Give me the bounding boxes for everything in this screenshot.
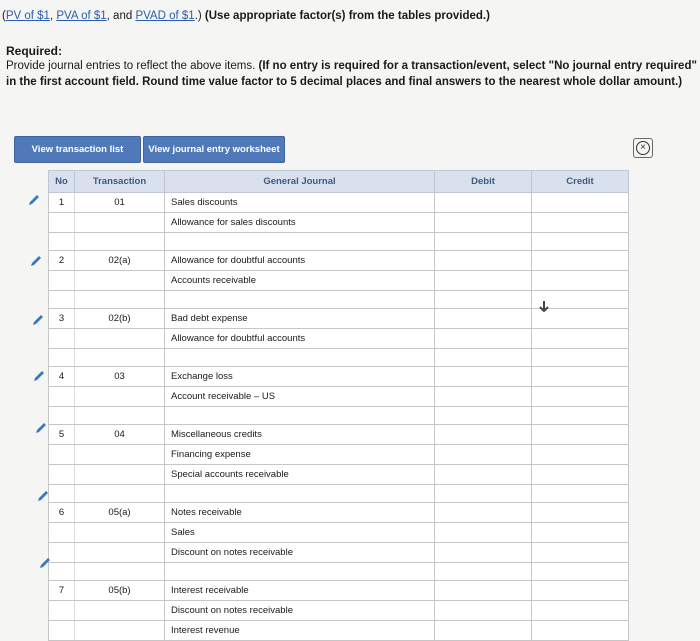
gap-cell [49, 349, 75, 367]
table-row [49, 485, 629, 503]
credit-cell[interactable] [532, 213, 629, 233]
account-cell[interactable]: Notes receivable [165, 503, 435, 523]
credit-cell[interactable] [532, 465, 629, 485]
debit-cell[interactable] [435, 233, 532, 251]
account-cell[interactable] [165, 349, 435, 367]
required-text [6, 58, 700, 90]
debit-cell[interactable] [435, 271, 532, 291]
gap-cell [49, 291, 75, 309]
entry-no-blank [49, 445, 75, 465]
entry-no: 7 [49, 581, 75, 601]
account-cell[interactable]: Interest receivable [165, 581, 435, 601]
table-row [49, 349, 629, 367]
entry-transaction-blank [75, 523, 165, 543]
account-cell[interactable]: Allowance for doubtful accounts [165, 251, 435, 271]
debit-cell[interactable] [435, 329, 532, 349]
edit-entry-7-icon[interactable] [39, 557, 51, 569]
table-row [49, 601, 629, 621]
entry-transaction: 02(b) [75, 309, 165, 329]
entry-no: 1 [49, 193, 75, 213]
credit-cell[interactable] [532, 445, 629, 465]
close-icon: × [636, 141, 650, 155]
entry-transaction: 01 [75, 193, 165, 213]
entry-transaction-blank [75, 601, 165, 621]
account-cell[interactable]: Discount on notes receivable [165, 543, 435, 563]
factor-close: .) [194, 10, 202, 22]
table-row [49, 367, 629, 387]
gap-cell [75, 291, 165, 309]
account-cell[interactable]: Allowance for doubtful accounts [165, 329, 435, 349]
edit-entry-5-icon[interactable] [35, 422, 47, 434]
entry-transaction-blank [75, 543, 165, 563]
entry-no-blank [49, 621, 75, 641]
credit-cell[interactable] [532, 503, 629, 523]
gap-cell [49, 407, 75, 425]
pva-of-1-link[interactable]: PVA of $1 [56, 10, 107, 22]
entry-no: 3 [49, 309, 75, 329]
entry-transaction-blank [75, 271, 165, 291]
pvad-of-1-link[interactable]: PVAD of $1 [135, 10, 195, 22]
factor-note: (Use appropriate factor(s) from the tables provided.) [204, 10, 490, 22]
table-row [49, 581, 629, 601]
gap-cell [49, 485, 75, 503]
header-credit: Credit [532, 171, 629, 193]
credit-cell[interactable] [532, 563, 629, 581]
table-row [49, 387, 629, 407]
entry-transaction-blank [75, 213, 165, 233]
mouse-cursor-icon [538, 301, 550, 320]
debit-cell[interactable] [435, 193, 532, 213]
entry-transaction-blank [75, 621, 165, 641]
header-no: No [49, 171, 75, 193]
edit-entry-2-icon[interactable] [30, 255, 42, 267]
gap-cell [49, 563, 75, 581]
credit-cell[interactable] [532, 251, 629, 271]
entry-transaction-blank [75, 465, 165, 485]
table-row [49, 233, 629, 251]
debit-cell[interactable] [435, 367, 532, 387]
credit-cell[interactable] [532, 581, 629, 601]
gap-cell [75, 349, 165, 367]
edit-entry-4-icon[interactable] [33, 370, 45, 382]
credit-cell[interactable] [532, 523, 629, 543]
required-heading: Required: [6, 44, 63, 58]
entry-transaction: 02(a) [75, 251, 165, 271]
table-row [49, 503, 629, 523]
edit-entry-1-icon[interactable] [28, 194, 40, 206]
entry-no: 6 [49, 503, 75, 523]
debit-cell[interactable] [435, 213, 532, 233]
credit-cell[interactable] [532, 407, 629, 425]
entry-transaction: 05(a) [75, 503, 165, 523]
debit-cell[interactable] [435, 503, 532, 523]
edit-entry-3-icon[interactable] [32, 314, 44, 326]
credit-cell[interactable] [532, 485, 629, 503]
account-cell[interactable] [165, 233, 435, 251]
debit-cell[interactable] [435, 445, 532, 465]
entry-no-blank [49, 213, 75, 233]
entry-no-blank [49, 271, 75, 291]
gap-cell [75, 407, 165, 425]
journal-body [49, 193, 629, 641]
table-row [49, 621, 629, 641]
credit-cell[interactable] [532, 233, 629, 251]
factor-open: ( [2, 10, 6, 22]
view-journal-worksheet-button[interactable]: View journal entry worksheet [143, 136, 285, 163]
debit-cell[interactable] [435, 387, 532, 407]
table-row [49, 425, 629, 445]
entry-transaction-blank [75, 387, 165, 407]
pv-of-1-link[interactable]: PV of $1 [5, 10, 50, 22]
debit-cell[interactable] [435, 465, 532, 485]
entry-no-blank [49, 329, 75, 349]
table-row [49, 251, 629, 271]
account-cell[interactable]: Account receivable – US [165, 387, 435, 407]
account-cell[interactable] [165, 485, 435, 503]
debit-cell[interactable] [435, 407, 532, 425]
required-text-bold: (If no entry is required for a transaction/event, select "No journal entry required" in the first account field. Round time value factor to 5 decimal places and final answers to the nearest whole dollar amount.) [6, 60, 697, 88]
account-cell[interactable]: Financing expense [165, 445, 435, 465]
table-row [49, 329, 629, 349]
debit-cell[interactable] [435, 309, 532, 329]
table-row [49, 563, 629, 581]
entry-transaction-blank [75, 329, 165, 349]
gap-cell [75, 563, 165, 581]
view-transaction-list-button[interactable]: View transaction list [14, 136, 141, 163]
account-cell[interactable]: Interest revenue [165, 621, 435, 641]
debit-cell[interactable] [435, 485, 532, 503]
entry-no-blank [49, 387, 75, 407]
header-transaction: Transaction [75, 171, 165, 193]
account-cell[interactable]: Allowance for sales discounts [165, 213, 435, 233]
table-header-row [49, 171, 629, 193]
entry-no: 5 [49, 425, 75, 445]
close-button[interactable] [633, 138, 653, 158]
table-row [49, 523, 629, 543]
account-cell[interactable]: Accounts receivable [165, 271, 435, 291]
debit-cell[interactable] [435, 563, 532, 581]
account-cell[interactable] [165, 291, 435, 309]
entry-transaction: 04 [75, 425, 165, 445]
account-cell[interactable] [165, 563, 435, 581]
credit-cell[interactable] [532, 387, 629, 407]
account-cell[interactable]: Exchange loss [165, 367, 435, 387]
credit-cell[interactable] [532, 367, 629, 387]
entry-no: 2 [49, 251, 75, 271]
debit-cell[interactable] [435, 523, 532, 543]
table-row [49, 193, 629, 213]
account-cell[interactable]: Miscellaneous credits [165, 425, 435, 445]
entry-no-blank [49, 543, 75, 563]
factor-instruction [2, 10, 490, 22]
account-cell[interactable]: Sales [165, 523, 435, 543]
header-debit: Debit [435, 171, 532, 193]
table-row [49, 445, 629, 465]
debit-cell[interactable] [435, 349, 532, 367]
header-general-journal: General Journal [165, 171, 435, 193]
entry-no-blank [49, 601, 75, 621]
credit-cell[interactable] [532, 349, 629, 367]
table-row [49, 213, 629, 233]
debit-cell[interactable] [435, 543, 532, 563]
account-cell[interactable] [165, 407, 435, 425]
edit-entry-6-icon[interactable] [37, 490, 49, 502]
table-row [49, 465, 629, 485]
debit-cell[interactable] [435, 251, 532, 271]
credit-cell[interactable] [532, 193, 629, 213]
account-cell[interactable]: Discount on notes receivable [165, 601, 435, 621]
entry-transaction-blank [75, 445, 165, 465]
credit-cell[interactable] [532, 543, 629, 563]
gap-cell [75, 485, 165, 503]
table-row [49, 407, 629, 425]
debit-cell[interactable] [435, 425, 532, 445]
debit-cell[interactable] [435, 601, 532, 621]
entry-transaction: 05(b) [75, 581, 165, 601]
debit-cell[interactable] [435, 291, 532, 309]
credit-cell[interactable] [532, 601, 629, 621]
factor-sep2: , and [106, 10, 136, 22]
credit-cell[interactable] [532, 329, 629, 349]
account-cell[interactable]: Special accounts receivable [165, 465, 435, 485]
entry-transaction: 03 [75, 367, 165, 387]
journal-table [48, 170, 629, 641]
credit-cell[interactable] [532, 425, 629, 445]
credit-cell[interactable] [532, 271, 629, 291]
debit-cell[interactable] [435, 621, 532, 641]
table-row [49, 271, 629, 291]
gap-cell [75, 233, 165, 251]
entry-no: 4 [49, 367, 75, 387]
factor-sep1: , [49, 10, 57, 22]
required-text-plain: Provide journal entries to reflect the above items. [6, 60, 259, 72]
credit-cell[interactable] [532, 621, 629, 641]
gap-cell [49, 233, 75, 251]
entry-no-blank [49, 465, 75, 485]
table-row [49, 543, 629, 563]
entry-no-blank [49, 523, 75, 543]
account-cell[interactable]: Bad debt expense [165, 309, 435, 329]
account-cell[interactable]: Sales discounts [165, 193, 435, 213]
debit-cell[interactable] [435, 581, 532, 601]
